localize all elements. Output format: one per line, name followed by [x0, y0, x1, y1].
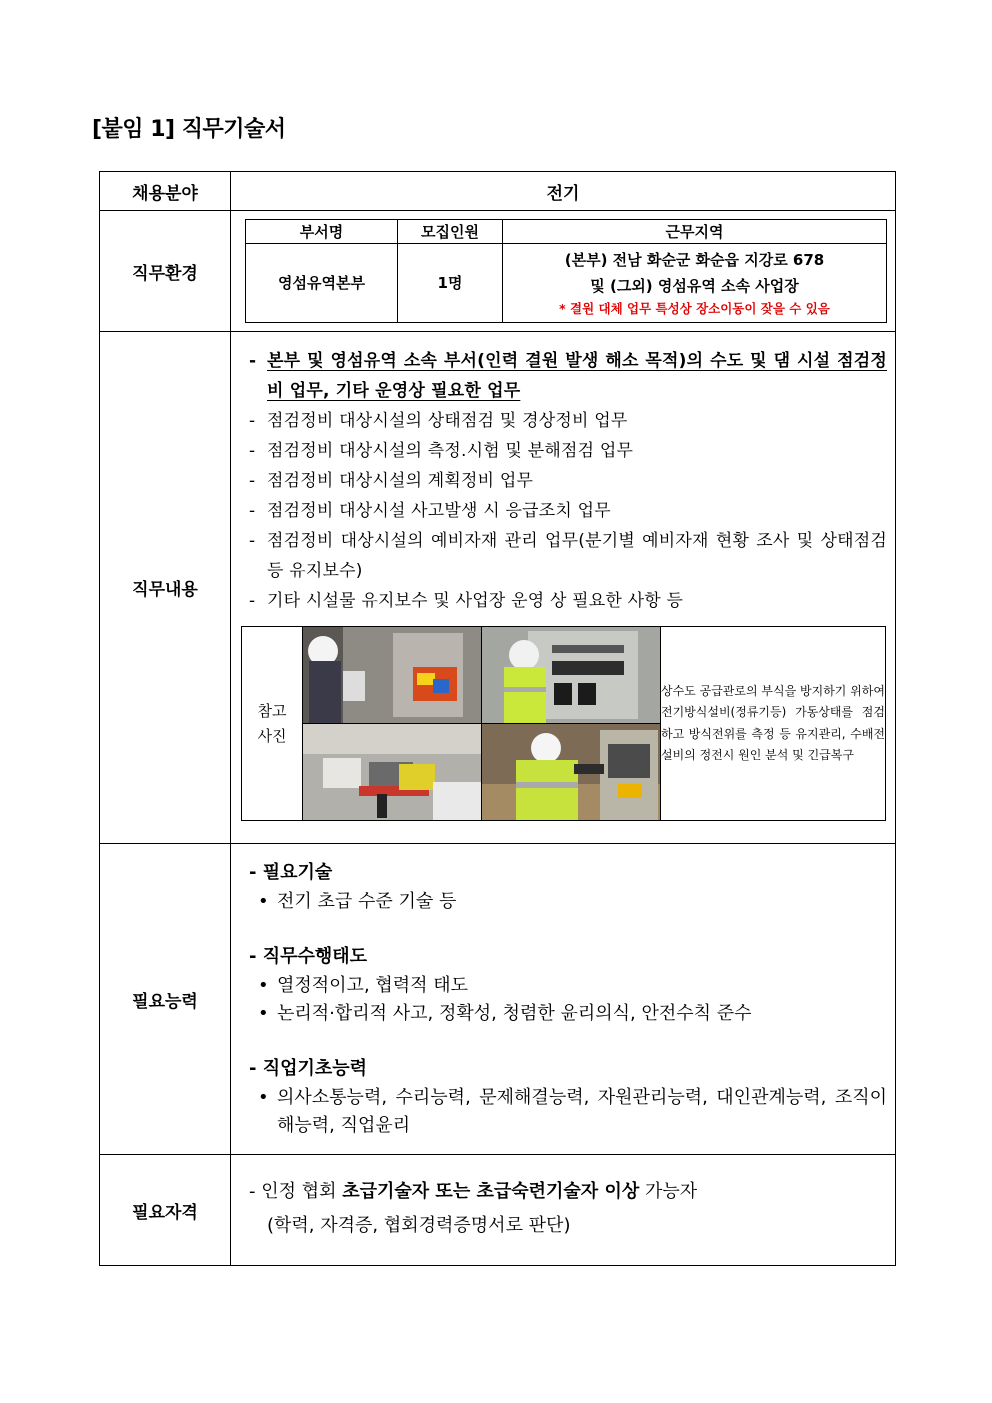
job-description-table: [99, 171, 896, 1266]
basic-ability-item: • 의사소통능력, 수리능력, 문제해결능력, 자원관리능력, 대인관계능력, 조직이해능력, 직업윤리: [258, 1087, 887, 1136]
field-value: 전기: [231, 172, 896, 211]
env-location-line2: 및 (그외) 영섬유역 소속 사업장: [590, 277, 799, 295]
reference-photo-1: [303, 627, 482, 724]
env-location: [503, 244, 887, 323]
env-location-line1: (본부) 전남 화순군 화순읍 지강로 678: [564, 251, 825, 269]
field-row: [100, 172, 896, 211]
qualification-line2: (학력, 자격증, 협회경력증명서로 판단): [267, 1215, 571, 1236]
duty-main: - 본부 및 영섬유역 소속 부서(인력 결원 발생 해소 목적)의 수도 및 댐 시설 점검정비 업무, 기타 운영상 필요한 업무: [249, 351, 887, 401]
attitude-item: • 열정적이고, 협력적 태도: [258, 975, 469, 996]
qualification-line1: - 인정 협회 초급기술자 또는 초급숙련기술자 이상 가능자: [249, 1181, 698, 1202]
environment-table: [245, 219, 887, 323]
qualification-label: 필요자격: [100, 1155, 231, 1266]
duty-item: - 점검정비 대상시설 사고발생 시 응급조치 업무: [249, 501, 611, 521]
duty-item: - 점검정비 대상시설의 예비자재 관리 업무(분기별 예비자재 현황 조사 및 상태점검 등 유지보수): [249, 531, 887, 581]
duty-item: - 기타 시설물 유지보수 및 사업장 운영 상 필요한 사항 등: [249, 591, 684, 611]
env-header-location: 근무지역: [503, 220, 887, 244]
basic-ability-title: - 직업기초능력: [249, 1058, 368, 1079]
photo-description: 상수도 공급관로의 부식을 방지하기 위하여 전기방식설비(정류기등) 가동상태를 점검하고 방식전위를 측정 등 유지관리, 수배전설비의 정전시 원인 분석 및 긴급복구: [661, 627, 886, 821]
ability-row: [100, 844, 896, 1155]
env-header-headcount: 모집인원: [398, 220, 503, 244]
skill-item: • 전기 초급 수준 기술 등: [258, 891, 457, 912]
duty-item: - 점검정비 대상시설의 측정.시험 및 분해점검 업무: [249, 441, 634, 461]
environment-row: [100, 211, 896, 332]
field-label: 채용분야: [100, 172, 231, 211]
content-row: [100, 332, 896, 844]
qualification-row: [100, 1155, 896, 1266]
env-location-note: * 결원 대체 업무 특성상 장소이동이 잦을 수 있음: [559, 301, 830, 316]
photo-label: 참고 사진: [242, 627, 303, 821]
env-headcount: 1명: [398, 244, 503, 323]
reference-photo-2: [482, 627, 661, 724]
reference-photo-3: [303, 724, 482, 821]
duty-item: - 점검정비 대상시설의 상태점검 및 경상정비 업무: [249, 411, 628, 431]
attitude-title: - 직무수행태도: [249, 946, 368, 967]
environment-label: 직무환경: [100, 211, 231, 332]
reference-photo-box: [241, 626, 886, 821]
document-title: [붙임 1] 직무기술서: [92, 117, 286, 142]
skills-title: - 필요기술: [249, 862, 333, 883]
env-header-department: 부서명: [246, 220, 398, 244]
content-label: 직무내용: [100, 332, 231, 844]
attitude-item: • 논리적·합리적 사고, 정확성, 청렴한 윤리의식, 안전수칙 준수: [258, 1003, 752, 1024]
duty-item: - 점검정비 대상시설의 계획정비 업무: [249, 471, 534, 491]
ability-label: 필요능력: [100, 844, 231, 1155]
env-department: 영섬유역본부: [246, 244, 398, 323]
reference-photo-4: [482, 724, 661, 821]
